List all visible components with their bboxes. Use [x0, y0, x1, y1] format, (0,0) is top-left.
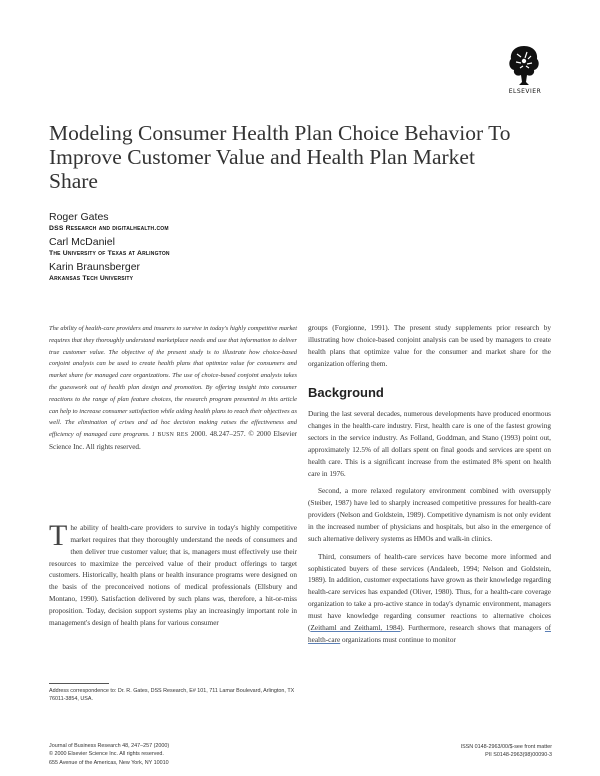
- intro-text: he ability of health-care providers to survive in today's highly competitive market requires that they thoroughly understand the needs of consumers and then deliver true customer value; that is, managers must effectively use their resources to maximize the perceived value of their product offerings to target customers. Historically, health plans or health insurance programs were designed on the basis of the preconceived notions of medical professionals (Ellsbury and Montano, 1990). Satisfaction delivered by such plans was, therefore, a hit-or-miss proposition. Today, decision support systems play an increasingly important role in management's design of health plans for various consumer: [49, 524, 297, 627]
- body-paragraph: During the last several decades, numerous developments have produced enormous changes in the health-care industry. First, health care is one of the fastest growing sectors in the service industry. As Folland, Goddman, and Stano (1993) point out, approximately 12.5% of all dollars spent on final goods and services are spent on health care. This is a significant increase from the estimated 8% spent on health care in 1976.: [308, 410, 551, 478]
- para3-text: ). Furthermore, research shows that managers: [400, 623, 545, 632]
- elsevier-tree-logo: [505, 42, 543, 88]
- correspondence-address: Address correspondence to: Dr. R. Gates, DSS Research, E# 101, 711 Lamar Boulevard, Arlington, TX 76011-3854, USA.: [49, 688, 295, 703]
- abstract-text: The ability of health-care providers and insurers to survive in today's highly competitive market requires that they thoroughly understand marketplace needs and use that information to deliver true customer value. The objective of the present study is to illustrate how choice-based conjoint analysis can be used to create health plans that optimize value for consumers and market share for managed care organizations. The use of choice-based conjoint analysis takes the guesswork out of health plan design and promotion. By offering insight into consumer reactions to the range of plan feature choices, the research program presented in this article can help to increase consumer satisfaction while aiding health plans to reach their objectives as well. The elimination of crises and ad hoc decision making raises the effectiveness and efficiency of managed care programs.: [49, 325, 297, 439]
- intro-paragraph: [49, 519, 297, 630]
- issn-line: ISSN 0148-2963/00/$-see front matter: [460, 744, 552, 750]
- right-column: [308, 323, 551, 646]
- para3-text: Third, consumers of health-care services have become more informed and sophisticated buyers of these services (Andaleeb, 1994; Nelson and Goldstein, 1989). In addition, customer expectations have grown as their knowledge regarding health-care services has expanded (Oliver, 1980). Thus, for a health-care coverage organization to take a pro-active stance in today's dynamic environment, managers must have knowledge regarding consumer reactions to alternative choices (: [308, 552, 551, 632]
- journal-abbrev: J BUSN RES: [152, 432, 189, 439]
- author-name: Carl McDaniel: [49, 236, 115, 248]
- issn-block: [360, 743, 552, 760]
- body-paragraph: [308, 552, 551, 647]
- author-affiliation: The University of Texas at Arlington: [49, 250, 170, 257]
- author-entry: [49, 211, 349, 233]
- author-name: Roger Gates: [49, 211, 109, 223]
- section-heading: Background: [308, 385, 384, 401]
- drop-cap: T: [49, 519, 68, 552]
- journal-line: 655 Avenue of the Americas, New York, NY 10010: [49, 759, 169, 766]
- citation-link[interactable]: Zeithaml and Zeithaml, 1984: [310, 623, 401, 632]
- citation-text: 2000. 48.247–257. © 2000 Elsevier Science Inc. All rights reserved.: [49, 430, 298, 451]
- author-list: [49, 211, 349, 286]
- article-title: Modeling Consumer Health Plan Choice Behavior To Improve Customer Value and Health Plan Market Share: [49, 121, 511, 193]
- pii-line: PII S0148-2963(98)00090-3: [485, 752, 552, 759]
- author-name: Karin Braunsberger: [49, 261, 141, 273]
- journal-info: [49, 742, 299, 767]
- para3-text: organizations must continue to monitor: [340, 635, 456, 644]
- footnote-rule: [49, 683, 109, 684]
- body-paragraph: Second, a more relaxed regulatory environment combined with oversupply (Steiber, 1987) have led to sharply increased competitive pressures for health-care providers (Nelson and Goldstein, 1989). Competitive dynamism is not only evident in the increased number of physicians and hospitals, but also in the emergence of such alternative delivery systems as HMOs and walk-in clinics.: [308, 487, 551, 543]
- citation-link[interactable]: of health-care: [308, 623, 551, 644]
- author-entry: [49, 261, 349, 283]
- left-column: [49, 519, 297, 630]
- author-affiliation: Arkansas Tech University: [49, 275, 134, 282]
- journal-line: Journal of Business Research 48, 247–257 (2000): [49, 743, 170, 749]
- author-affiliation: DSS Research and digitalhealth.com: [49, 225, 169, 232]
- publisher-logo-text: ELSEVIER: [508, 88, 542, 95]
- abstract: [49, 323, 297, 454]
- author-entry: [49, 236, 349, 258]
- journal-line: © 2000 Elsevier Science Inc. All rights reserved.: [49, 751, 164, 758]
- continued-paragraph: groups (Forgionne, 1991). The present study supplements prior research by illustrating how choice-based conjoint analysis can be used by managers to create health plans that optimize value for the consumer and market share for the organization offering them.: [308, 324, 551, 368]
